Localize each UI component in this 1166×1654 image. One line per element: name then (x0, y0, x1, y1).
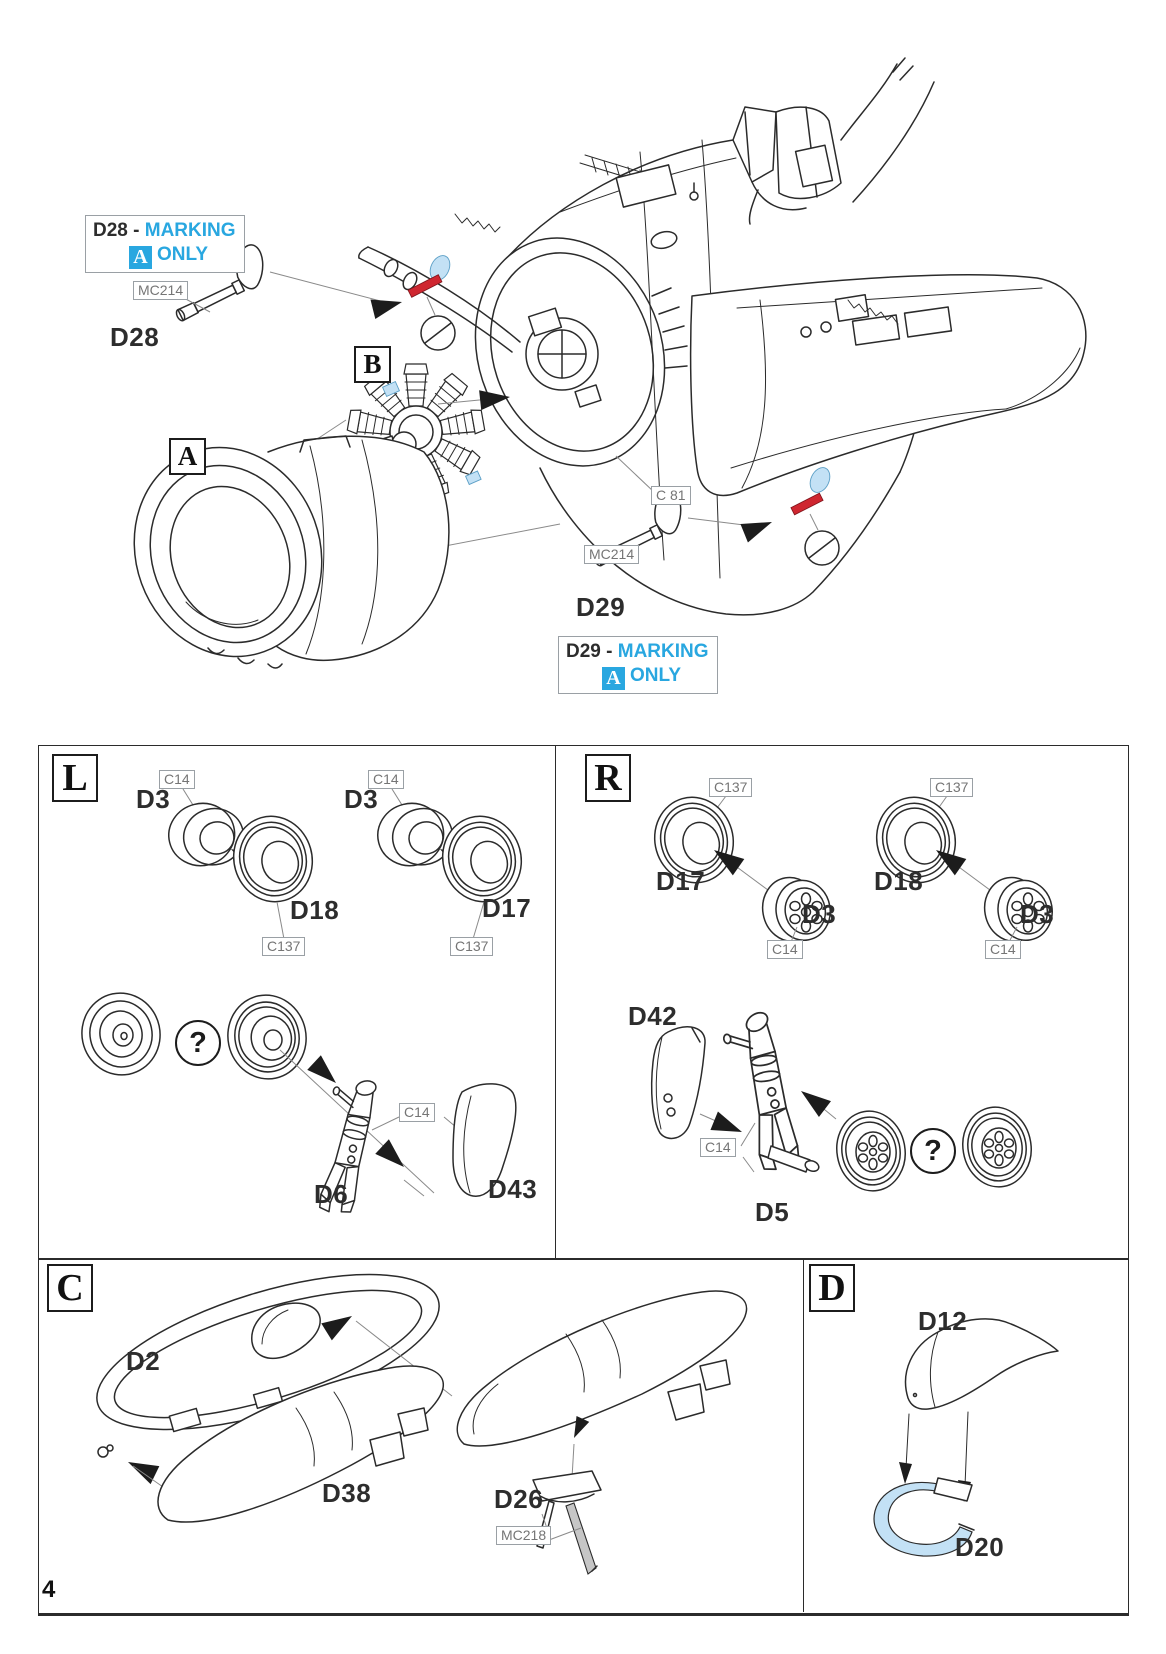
marking-note-line1 (93, 219, 237, 243)
optional-wheel-question: ? (175, 1020, 221, 1066)
part-label-d29: D29 (576, 592, 626, 622)
part-ref-c137: C137 (450, 937, 493, 956)
panel-letter-c: C (47, 1264, 93, 1312)
part-label-d3: D3 (802, 899, 837, 929)
part-label-d17: D17 (482, 893, 532, 923)
part-ref-mc218: MC218 (496, 1526, 551, 1545)
part-label-d3: D3 (344, 784, 379, 814)
page-number: 4 (42, 1576, 56, 1603)
gun-mount-left (408, 252, 455, 350)
step-box-b: B (354, 346, 391, 383)
variant-badge: A (129, 246, 152, 269)
note-marking: MARKING (617, 641, 709, 662)
fairing-art (874, 1319, 1058, 1556)
marking-note-d28 (85, 215, 245, 273)
part-label-d5: D5 (755, 1197, 790, 1227)
part-label-d18: D18 (874, 866, 924, 896)
part-label-d3: D3 (1020, 899, 1055, 929)
part-ref-mc214-lower: MC214 (584, 545, 639, 564)
part-label-d38: D38 (322, 1478, 372, 1508)
part-label-d17: D17 (656, 866, 706, 896)
part-label-d28: D28 (110, 322, 160, 352)
part-label-d26: D26 (494, 1484, 544, 1514)
part-ref-c14: C14 (700, 1138, 736, 1157)
left-panel-art (74, 789, 531, 1217)
droptank-art (80, 1243, 746, 1574)
part-label-d2: D2 (126, 1346, 161, 1376)
note-only: ONLY (157, 244, 209, 265)
variant-badge: A (602, 667, 625, 690)
part-ref-c14: C14 (159, 770, 195, 789)
note-marking: MARKING (144, 220, 236, 241)
step-box-a: A (169, 438, 206, 475)
part-ref-c14: C14 (767, 940, 803, 959)
marking-note-d29 (558, 636, 718, 694)
right-panel-art (645, 788, 1057, 1196)
panel-letter-r: R (585, 754, 631, 802)
part-label-d43: D43 (488, 1174, 538, 1204)
part-label-d18: D18 (290, 895, 340, 925)
marking-note-line1 (566, 640, 710, 664)
part-ref-c14: C14 (399, 1103, 435, 1122)
part-ref-c137: C137 (262, 937, 305, 956)
marking-note-line2 (566, 664, 710, 690)
part-label-d42: D42 (628, 1001, 678, 1031)
optional-wheel-question: ? (910, 1128, 956, 1174)
note-part: D29 - (566, 641, 613, 662)
part-ref-c81: C 81 (651, 486, 691, 505)
panel-letter-d: D (809, 1264, 855, 1312)
part-ref-c137: C137 (930, 778, 973, 797)
part-label-d3: D3 (136, 784, 171, 814)
marking-note-line2 (93, 243, 237, 269)
part-label-d20: D20 (955, 1532, 1005, 1562)
part-ref-mc214-upper: MC214 (133, 281, 188, 300)
note-part: D28 - (93, 220, 140, 241)
part-label-d12: D12 (918, 1306, 968, 1336)
part-label-d6: D6 (314, 1179, 349, 1209)
part-ref-c14: C14 (985, 940, 1021, 959)
note-only: ONLY (630, 665, 682, 686)
gun-mount-right (791, 464, 839, 565)
part-ref-c14: C14 (368, 770, 404, 789)
panel-letter-l: L (52, 754, 98, 802)
wing-illustration (691, 275, 1086, 496)
part-ref-c137: C137 (709, 778, 752, 797)
cowling-illustration (105, 421, 449, 683)
c81-leader (616, 456, 654, 492)
